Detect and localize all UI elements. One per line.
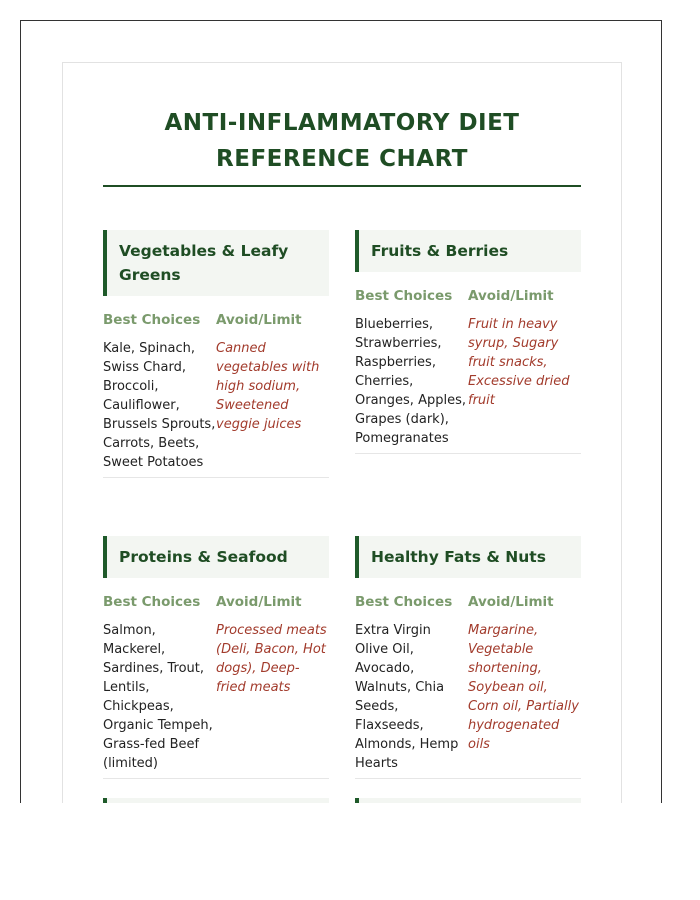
best-choices-column <box>103 310 216 472</box>
avoid-limit-label: Avoid/Limit <box>468 288 554 304</box>
section-divider <box>355 778 581 779</box>
best-choices-label: Best Choices <box>103 594 201 610</box>
section-vegetables <box>103 230 329 478</box>
avoid-limit-column <box>468 286 581 448</box>
avoid-limit-label: Avoid/Limit <box>216 312 302 328</box>
reference-chart-page <box>62 62 622 803</box>
page-title <box>63 105 621 177</box>
next-section-heading-right <box>355 798 581 803</box>
best-choices-list: Kale, Spinach, Swiss Chard, Broccoli, Cauliflower, Brussels Sprouts, Carrots, Beets, Sweet Potatoes <box>103 341 216 470</box>
best-choices-label: Best Choices <box>355 288 453 304</box>
section-columns <box>103 592 329 773</box>
title-divider <box>103 185 581 187</box>
avoid-limit-column <box>216 310 329 472</box>
title-line-2: REFERENCE CHART <box>216 146 468 172</box>
avoid-limit-list: Processed meats (Deli, Bacon, Hot dogs), Deep-fried meats <box>216 623 327 695</box>
section-divider <box>103 778 329 779</box>
section-divider <box>103 477 329 478</box>
best-choices-column <box>103 592 216 773</box>
section-divider <box>355 453 581 454</box>
next-section-heading-left <box>103 798 329 803</box>
best-choices-column <box>355 592 468 773</box>
section-columns <box>103 310 329 472</box>
avoid-limit-list: Canned vegetables with high sodium, Sweetened veggie juices <box>216 341 320 432</box>
best-choices-list: Blueberries, Strawberries, Raspberries, Cherries, Oranges, Apples, Grapes (dark), Pomegranates <box>355 317 466 446</box>
avoid-limit-list: Margarine, Vegetable shortening, Soybean oil, Corn oil, Partially hydrogenated oils <box>468 623 579 752</box>
avoid-limit-label: Avoid/Limit <box>468 594 554 610</box>
section-columns <box>355 592 581 773</box>
best-choices-list: Salmon, Mackerel, Sardines, Trout, Lentils, Chickpeas, Organic Tempeh, Grass-fed Beef (limited) <box>103 623 213 771</box>
best-choices-column <box>355 286 468 448</box>
best-choices-list: Extra Virgin Olive Oil, Avocado, Walnuts, Chia Seeds, Flaxseeds, Almonds, Hemp Hearts <box>355 623 459 771</box>
section-heading: Fruits & Berries <box>355 230 581 272</box>
avoid-limit-column <box>216 592 329 773</box>
section-proteins <box>103 536 329 779</box>
section-columns <box>355 286 581 448</box>
section-heading: Vegetables & Leafy Greens <box>103 230 329 296</box>
section-healthy-fats <box>355 536 581 779</box>
avoid-limit-list: Fruit in heavy syrup, Sugary fruit snacks, Excessive dried fruit <box>468 317 570 408</box>
best-choices-label: Best Choices <box>103 312 201 328</box>
best-choices-label: Best Choices <box>355 594 453 610</box>
title-line-1: ANTI-INFLAMMATORY DIET <box>164 110 520 136</box>
avoid-limit-label: Avoid/Limit <box>216 594 302 610</box>
section-heading: Proteins & Seafood <box>103 536 329 578</box>
section-fruits <box>355 230 581 454</box>
avoid-limit-column <box>468 592 581 773</box>
section-heading: Healthy Fats & Nuts <box>355 536 581 578</box>
document-viewport[interactable] <box>20 20 662 803</box>
